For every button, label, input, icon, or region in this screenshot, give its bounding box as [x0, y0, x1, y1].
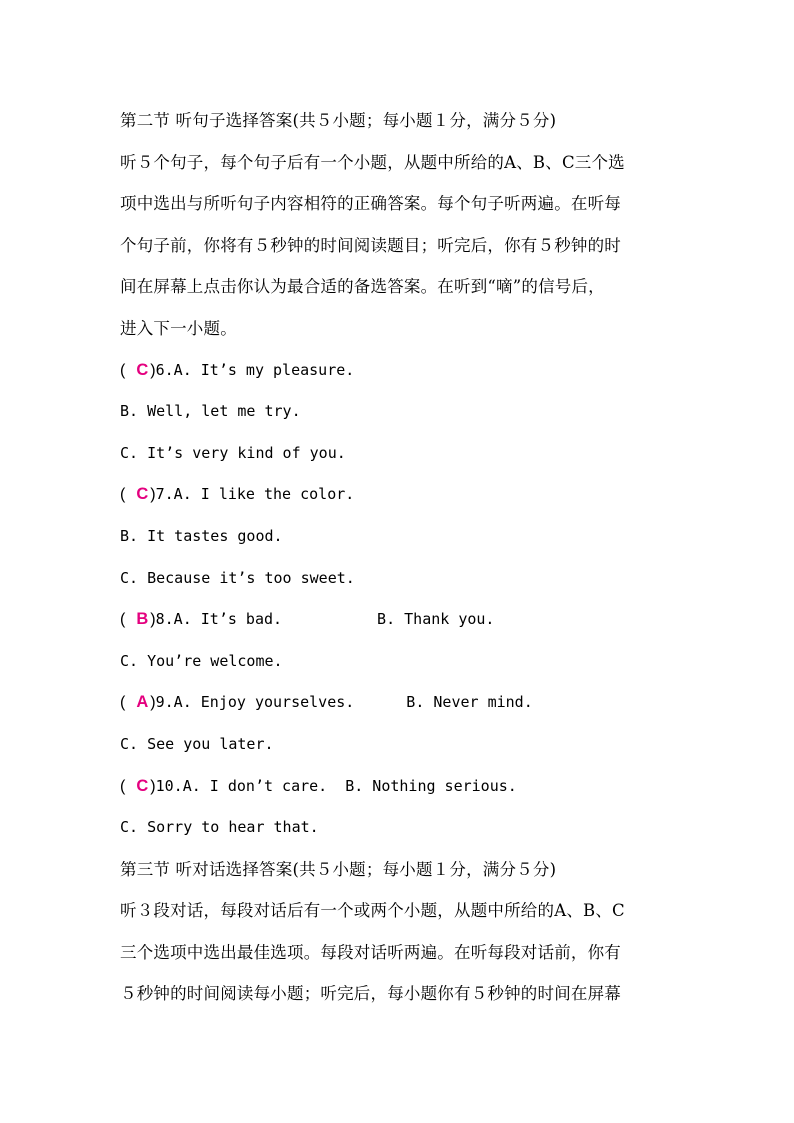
question-10-row	[120, 766, 680, 808]
question-7-option-c: C. Because it’s too sweet.	[120, 568, 355, 587]
question-10-option-b: B. Nothing serious.	[345, 776, 517, 795]
question-9-option-b: B. Never mind.	[406, 693, 533, 712]
question-6-option-b: B. Well, let me try.	[120, 402, 301, 421]
question-10-number: 10.	[155, 776, 183, 795]
question-7-row	[120, 474, 680, 516]
answer-9: A	[136, 693, 149, 712]
section2-heading: 第二节 听句子选择答案(共５小题；每小题１分，满分５分)	[120, 111, 557, 130]
question-6-row	[120, 350, 680, 392]
close-paren: )	[150, 777, 156, 795]
section2-instruction-line: 间在屏幕上点击你认为最合适的备选答案。在听到“嘀”的信号后，	[120, 277, 605, 297]
document-page	[120, 100, 680, 1015]
question-6-option-c: C. It’s very kind of you.	[120, 443, 346, 462]
question-8-row	[120, 599, 680, 641]
close-paren: )	[150, 611, 156, 629]
question-7-option-a: A. I like the color.	[173, 485, 355, 504]
section3-instruction-line: 听３段对话，每段对话后有一个或两个小题，从题中所给的A、B、C	[120, 901, 625, 921]
section2-instruction-line: 进入下一小题。	[120, 318, 237, 338]
question-8-number: 8.	[155, 610, 174, 629]
open-paren: (	[120, 361, 126, 379]
answer-7: C	[136, 485, 149, 504]
open-paren: (	[120, 694, 126, 712]
question-6-number: 6.	[155, 360, 174, 379]
question-10-option-c: C. Sorry to hear that.	[120, 818, 319, 837]
open-paren: (	[120, 777, 126, 795]
question-6-option-a: A. It’s my pleasure.	[173, 360, 355, 379]
section3-instruction-line: 三个选项中选出最佳选项。每段对话听两遍。在听每段对话前，你有	[120, 942, 621, 962]
open-paren: (	[120, 486, 126, 504]
close-paren: )	[150, 361, 156, 379]
question-10-option-a: A. I don’t care.	[182, 776, 328, 795]
question-8-option-a: A. It’s bad.	[173, 610, 283, 629]
question-9-number: 9.	[155, 693, 174, 712]
open-paren: (	[120, 611, 126, 629]
question-9-option-c: C. See you later.	[120, 734, 274, 753]
close-paren: )	[150, 694, 156, 712]
question-7-number: 7.	[155, 485, 174, 504]
question-9-option-a: A. Enjoy yourselves.	[173, 693, 355, 712]
question-8-option-c: C. You’re welcome.	[120, 651, 283, 670]
close-paren: )	[150, 486, 156, 504]
question-8-option-b: B. Thank you.	[377, 610, 495, 629]
question-7-option-b: B. It tastes good.	[120, 526, 283, 545]
answer-6: C	[136, 360, 149, 379]
section2-instruction-line: 听５个句子，每个句子后有一个小题，从题中所给的A、B、C三个选	[120, 152, 625, 172]
answer-8: B	[136, 610, 149, 629]
section3-heading: 第三节 听对话选择答案(共５小题；每小题１分，满分５分)	[120, 859, 557, 879]
section2-instruction-line: 项中选出与所听句子内容相符的正确答案。每个句子听两遍。在听每	[120, 194, 621, 214]
question-9-row	[120, 682, 680, 724]
section2-instruction-line: 个句子前，你将有５秒钟的时间阅读题目；听完后，你有５秒钟的时	[120, 235, 621, 255]
section3-instruction-line: ５秒钟的时间阅读每小题；听完后，每小题你有５秒钟的时间在屏幕	[120, 984, 621, 1004]
answer-10: C	[136, 776, 149, 795]
